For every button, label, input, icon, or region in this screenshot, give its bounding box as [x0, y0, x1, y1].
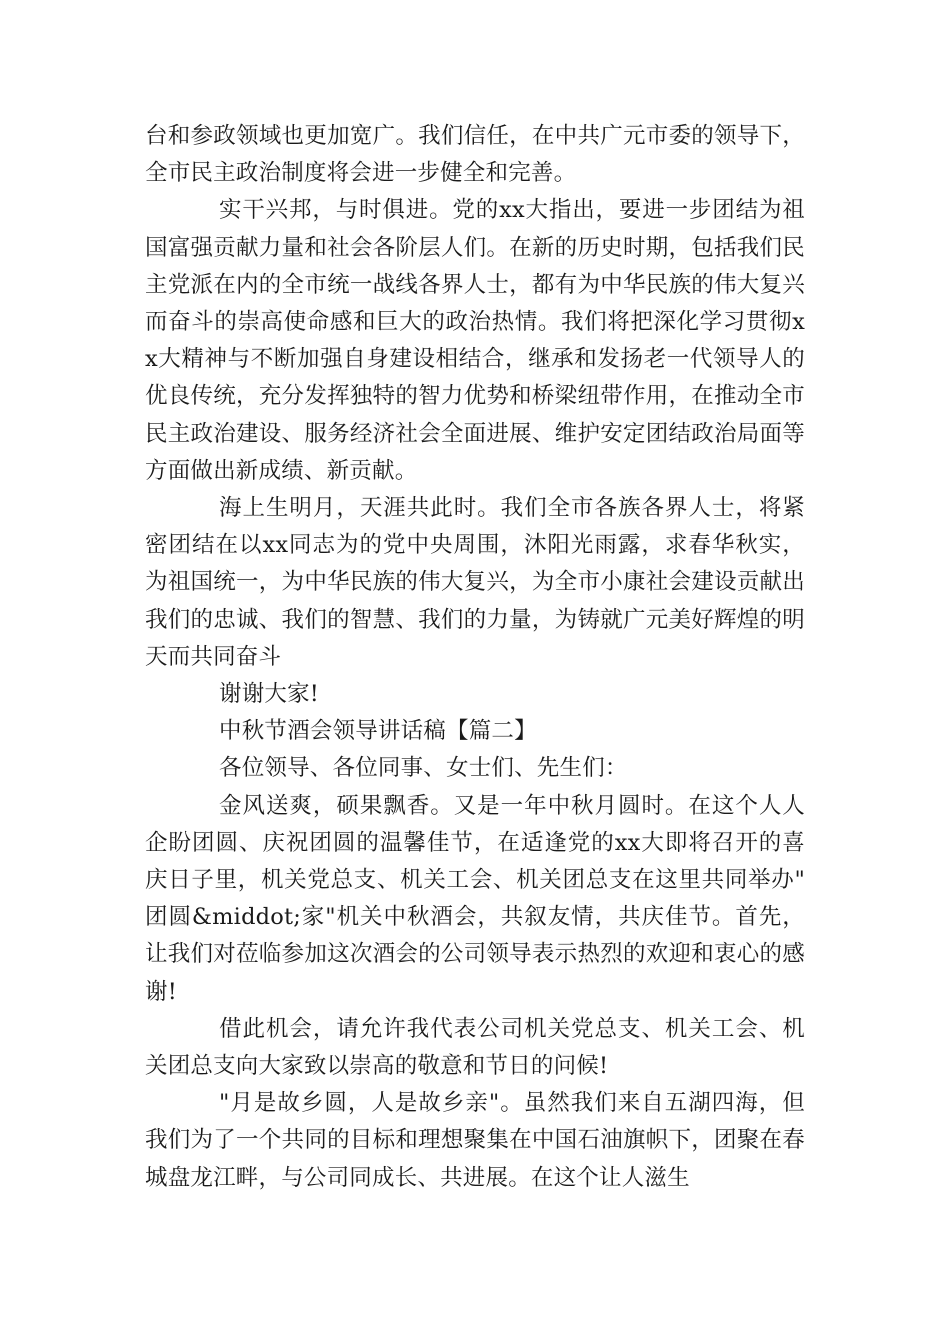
paragraph-1: 台和参政领域也更加宽广。我们信任，在中共广元市委的领导下，全市民主政治制度将会进一步健全和完善。: [145, 123, 805, 187]
paragraph-8: 借此机会，请允许我代表公司机关党总支、机关工会、机关团总支向大家致以崇高的敬意和节日的问候!: [145, 1015, 805, 1080]
paragraph-9: "月是故乡圆，人是故乡亲"。虽然我们来自五湖四海，但我们为了一个共同的目标和理想聚集在中国石油旗帜下，团聚在春城盘龙江畔，与公司同成长、共进展。在这个让人滋生: [145, 1090, 805, 1191]
closing-thanks: 谢谢大家!: [219, 681, 320, 708]
paragraph-3: 海上生明月，天涯共此时。我们全市各族各界人士，将紧密团结在以xx同志为的党中央周围，沐阳光雨露，求春华秋实，为祖国统一，为中华民族的伟大复兴，为全市小康社会建设贡献出我们的忠诚、我们的智慧、我们的力量，为铸就广元美好辉煌的明天而共同奋斗: [145, 495, 805, 670]
paragraph-2: 实干兴邦，与时俱进。党的xx大指出，要进一步团结为祖国富强贡献力量和社会各阶层人们。在新的历史时期，包括我们民主党派在内的全市统一战线各界人士，都有为中华民族的伟大复兴而奋斗的崇高使命感和巨大的政治热情。我们将把深化学习贯彻xx大精神与不断加强自身建设相结合，继承和发扬老一代领导人的优良传统，充分发挥独特的智力优势和桥梁纽带作用，在推动全市民主政治建设、服务经济社会全面进展、维护安定团结政治局面等方面做出新成绩、新贡献。: [145, 197, 805, 484]
section-heading: 中秋节酒会领导讲话稿【篇二】: [219, 718, 537, 745]
document-body: [145, 118, 805, 1197]
paragraph-7: 金风送爽，硕果飘香。又是一年中秋月圆时。在这个人人企盼团圆、庆祝团圆的温馨佳节，在适逢党的xx大即将召开的喜庆日子里，机关党总支、机关工会、机关团总支在这里共同举办"团圆&middot;家"机关中秋酒会，共叙友情，共庆佳节。首先，让我们对莅临参加这次酒会的公司领导表示热烈的欢迎和衷心的感谢!: [145, 792, 805, 1005]
salutation: 各位领导、各位同事、女士们、先生们：: [219, 755, 628, 782]
